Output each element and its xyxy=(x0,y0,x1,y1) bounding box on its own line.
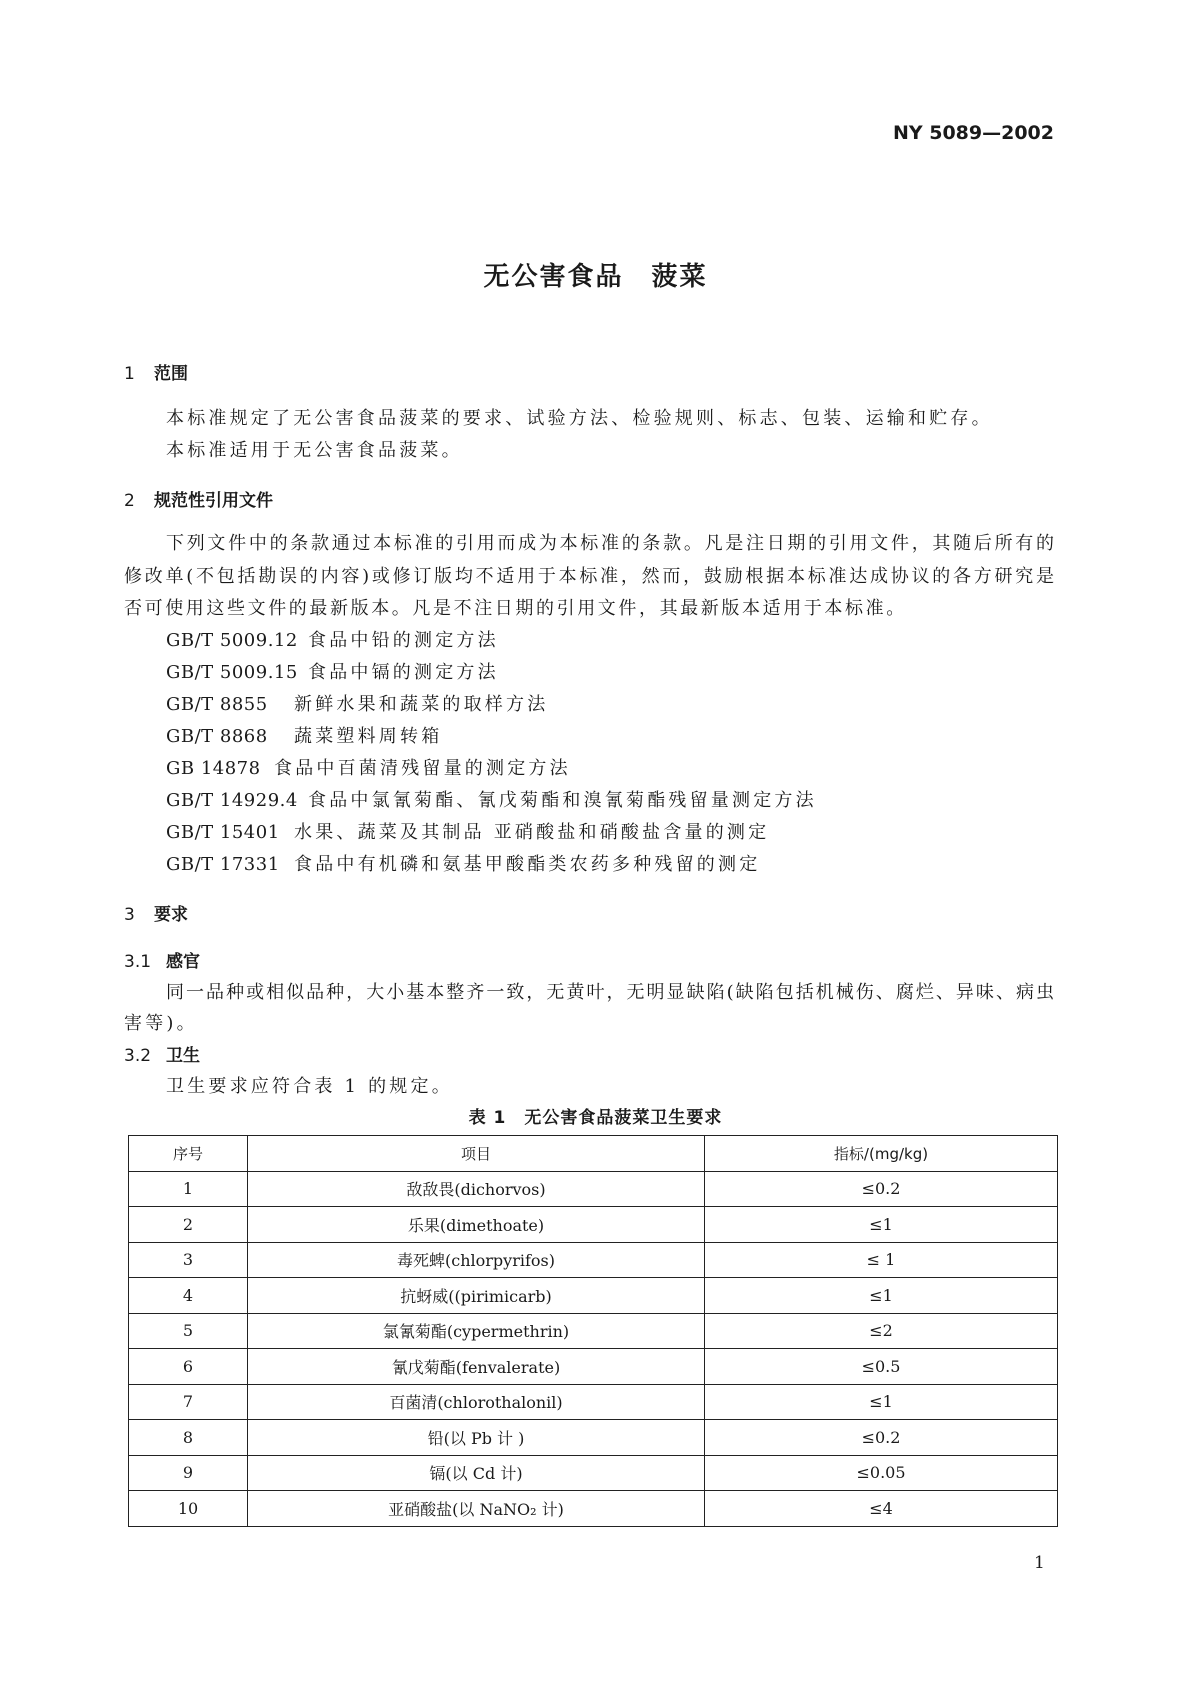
reference-item xyxy=(166,786,817,812)
item-cell: 毒死蜱(chlorpyrifos) xyxy=(248,1242,705,1278)
reference-item xyxy=(166,818,769,844)
table-header-row xyxy=(129,1136,1058,1172)
row-number-cell: 5 xyxy=(129,1313,248,1349)
limit-cell: ≤0.05 xyxy=(705,1455,1058,1491)
section-title: 规范性引用文件 xyxy=(154,491,273,511)
row-number-cell: 2 xyxy=(129,1207,248,1243)
reference-item xyxy=(166,626,499,652)
item-cell: 百菌清(chlorothalonil) xyxy=(248,1384,705,1420)
reference-title: 食品中铅的测定方法 xyxy=(308,630,499,651)
reference-code: GB/T 5009.12 xyxy=(166,630,298,651)
document-title: 无公害食品 菠菜 xyxy=(483,262,708,292)
header-cell: 序号 xyxy=(129,1136,248,1172)
limit-cell: ≤1 xyxy=(705,1207,1058,1243)
section-title: 要求 xyxy=(154,905,188,925)
reference-title: 食品中镉的测定方法 xyxy=(308,662,499,683)
row-number-cell: 1 xyxy=(129,1171,248,1207)
reference-code: GB 14878 xyxy=(166,758,261,779)
table-row xyxy=(129,1171,1058,1207)
section-2-heading xyxy=(124,486,273,511)
row-number-cell: 8 xyxy=(129,1420,248,1456)
reference-item xyxy=(166,690,548,716)
paragraph-line: 本标准规定了无公害食品菠菜的要求、试验方法、检验规则、标志、包装、运输和贮存。 xyxy=(166,408,993,429)
reference-item xyxy=(166,850,760,876)
reference-item xyxy=(166,658,499,684)
item-cell: 乐果(dimethoate) xyxy=(248,1207,705,1243)
table-row xyxy=(129,1313,1058,1349)
table-row xyxy=(129,1242,1058,1278)
header-cell: 指标/(mg/kg) xyxy=(705,1136,1058,1172)
paragraph-line: 同一品种或相似品种，大小基本整齐一致，无黄叶，无明显缺陷(缺陷包括机械伤、腐烂、异味、病虫 xyxy=(166,982,1054,1003)
reference-code: GB/T 14929.4 xyxy=(166,790,298,811)
hygiene-requirements-table xyxy=(128,1135,1058,1527)
section-number: 2 xyxy=(124,491,135,511)
section-title: 范围 xyxy=(154,364,188,384)
paragraph-line: 否可使用这些文件的最新版本。凡是不注日期的引用文件，其最新版本适用于本标准。 xyxy=(124,598,907,619)
section-1-heading xyxy=(124,359,188,384)
item-cell: 抗蚜威((pirimicarb) xyxy=(248,1278,705,1314)
item-cell: 氰戊菊酯(fenvalerate) xyxy=(248,1349,705,1385)
section-title: 感官 xyxy=(166,952,200,972)
row-number-cell: 3 xyxy=(129,1242,248,1278)
paragraph-line: 本标准适用于无公害食品菠菜。 xyxy=(166,440,463,461)
limit-cell: ≤ 1 xyxy=(705,1242,1058,1278)
reference-title: 蔬菜塑料周转箱 xyxy=(294,726,443,747)
row-number-cell: 7 xyxy=(129,1384,248,1420)
reference-code: GB/T 17331 xyxy=(166,854,280,875)
section-3-heading xyxy=(124,900,188,925)
reference-title: 新鲜水果和蔬菜的取样方法 xyxy=(294,694,549,715)
table-row xyxy=(129,1207,1058,1243)
limit-cell: ≤1 xyxy=(705,1278,1058,1314)
reference-title: 食品中有机磷和氨基甲酸酯类农药多种残留的测定 xyxy=(294,854,761,875)
paragraph-line: 下列文件中的条款通过本标准的引用而成为本标准的条款。凡是注日期的引用文件，其随后所有的 xyxy=(166,533,1054,554)
reference-code: GB/T 8868 xyxy=(166,726,268,747)
limit-cell: ≤1 xyxy=(705,1384,1058,1420)
reference-title: 食品中氯氰菊酯、氰戊菊酯和溴氰菊酯残留量测定方法 xyxy=(308,790,817,811)
table-row xyxy=(129,1349,1058,1385)
row-number-cell: 6 xyxy=(129,1349,248,1385)
item-cell: 镉(以 Cd 计) xyxy=(248,1455,705,1491)
row-number-cell: 9 xyxy=(129,1455,248,1491)
item-cell: 敌敌畏(dichorvos) xyxy=(248,1171,705,1207)
item-cell: 氯氰菊酯(cypermethrin) xyxy=(248,1313,705,1349)
table-row xyxy=(129,1420,1058,1456)
reference-code: GB/T 15401 xyxy=(166,822,280,843)
table-row xyxy=(129,1384,1058,1420)
paragraph-line: 害等)。 xyxy=(124,1013,198,1034)
reference-item xyxy=(166,722,442,748)
table-row xyxy=(129,1278,1058,1314)
reference-code: GB/T 5009.15 xyxy=(166,662,298,683)
reference-title: 水果、蔬菜及其制品 亚硝酸盐和硝酸盐含量的测定 xyxy=(294,822,770,843)
paragraph-line: 修改单(不包括勘误的内容)或修订版均不适用于本标准，然而，鼓励根据本标准达成协议的各方研究是 xyxy=(124,566,1054,587)
reference-item xyxy=(166,754,571,780)
table-row xyxy=(129,1491,1058,1527)
item-cell: 铅(以 Pb 计 ) xyxy=(248,1420,705,1456)
section-title: 卫生 xyxy=(166,1046,200,1066)
limit-cell: ≤0.2 xyxy=(705,1420,1058,1456)
limit-cell: ≤2 xyxy=(705,1313,1058,1349)
limit-cell: ≤0.2 xyxy=(705,1171,1058,1207)
section-3-1-heading xyxy=(124,947,200,972)
table-row xyxy=(129,1455,1058,1491)
limit-cell: ≤4 xyxy=(705,1491,1058,1527)
section-number: 3.2 xyxy=(124,1046,152,1066)
item-cell: 亚硝酸盐(以 NaNO₂ 计) xyxy=(248,1491,705,1527)
reference-title: 食品中百菌清残留量的测定方法 xyxy=(274,758,571,779)
paragraph-line: 卫生要求应符合表 1 的规定。 xyxy=(166,1076,453,1097)
section-number: 3.1 xyxy=(124,952,152,972)
page-number: 1 xyxy=(1034,1553,1045,1573)
section-3-2-heading xyxy=(124,1041,200,1066)
standard-number: NY 5089—2002 xyxy=(892,122,1054,144)
section-number: 3 xyxy=(124,905,135,925)
row-number-cell: 10 xyxy=(129,1491,248,1527)
table-caption: 表 1 无公害食品菠菜卫生要求 xyxy=(468,1108,723,1128)
limit-cell: ≤0.5 xyxy=(705,1349,1058,1385)
reference-code: GB/T 8855 xyxy=(166,694,268,715)
header-cell: 项目 xyxy=(248,1136,705,1172)
section-number: 1 xyxy=(124,364,135,384)
row-number-cell: 4 xyxy=(129,1278,248,1314)
